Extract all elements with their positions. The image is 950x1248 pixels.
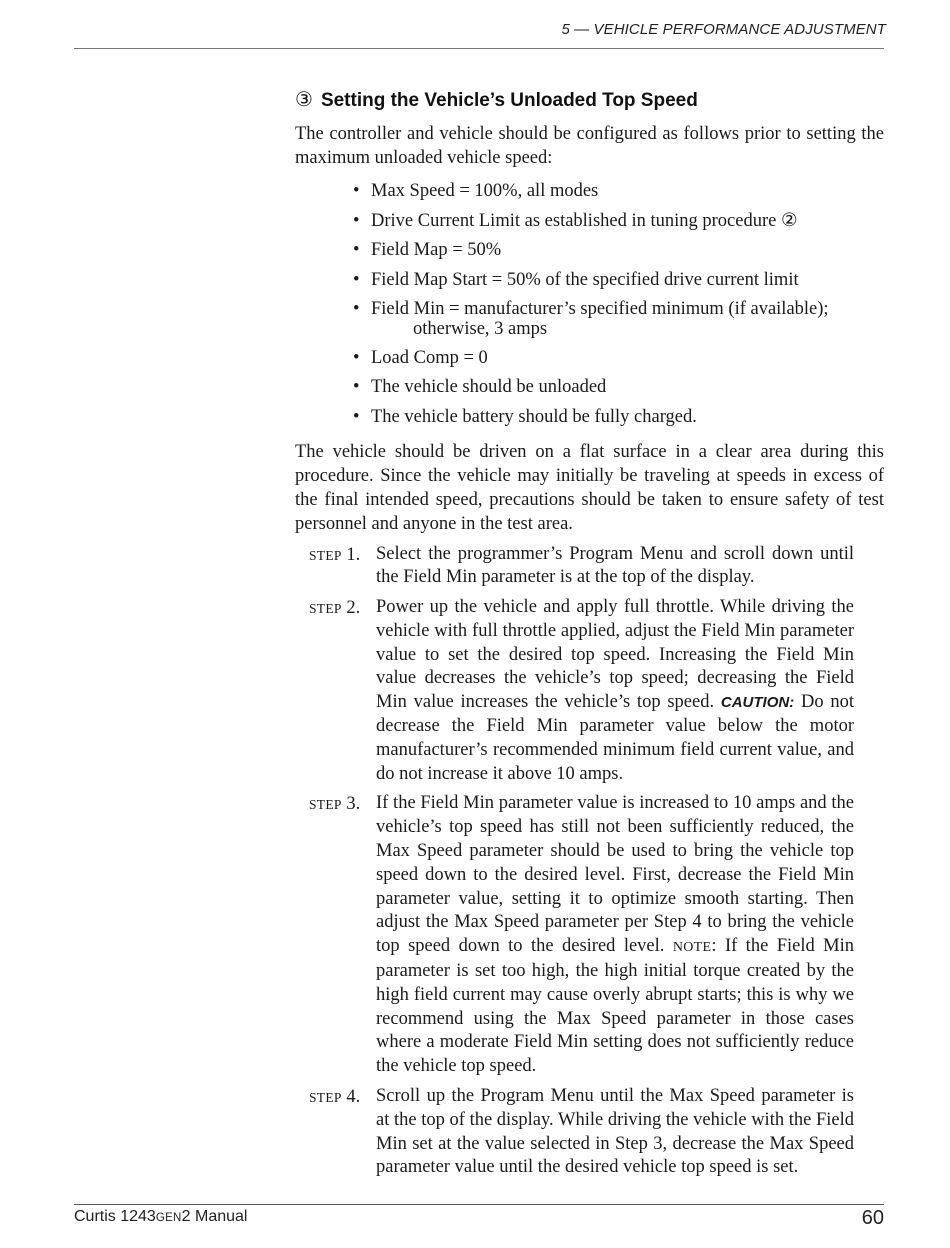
running-head: 5 — VEHICLE PERFORMANCE ADJUSTMENT bbox=[561, 21, 886, 38]
manual-title: Curtis 1243GEN2 Manual bbox=[74, 1208, 248, 1225]
list-item: • Drive Current Limit as established in tuning procedure ② bbox=[353, 210, 798, 231]
intro-paragraph: The controller and vehicle should be configured as follows prior to setting the maximum unloaded vehicle speed: bbox=[295, 124, 884, 168]
step-text: Select the programmer’s Program Menu and scroll down until the Field Min parameter is at the top of the display. bbox=[376, 543, 854, 588]
list-item: • Field Map Start = 50% of the specified drive current limit bbox=[353, 269, 799, 290]
body-paragraph: The vehicle should be driven on a flat surface in a clear area during this procedure. Since the vehicle may initially be traveling at speeds in excess of the final intended speed, precautions should be taken to ensure safety of test personnel and anyone in the test area. bbox=[295, 441, 884, 534]
page-content bbox=[295, 86, 884, 1186]
note-label: NOTE bbox=[672, 940, 712, 956]
step-1 bbox=[295, 543, 884, 591]
list-item: • Max Speed = 100%, all modes bbox=[353, 181, 599, 201]
list-item: • Field Map = 50% bbox=[353, 240, 502, 260]
caution-label: CAUTION: bbox=[720, 694, 795, 712]
bullet-icon: • bbox=[353, 181, 360, 201]
step-2 bbox=[295, 596, 884, 786]
step-text: Scroll up the Program Menu until the Max Speed parameter is at the top of the display. While driving the vehicle with the Field Min set at the value selected in Step 3, decrease the Max Speed parameter value until the desired vehicle top speed is set. bbox=[376, 1086, 854, 1178]
section-title bbox=[295, 86, 884, 114]
section-number-icon: ③ bbox=[295, 89, 313, 111]
step-label: STEP 1. bbox=[309, 544, 361, 565]
list-item: • Load Comp = 0 bbox=[353, 347, 488, 368]
bullet-icon: • bbox=[353, 269, 360, 290]
step-3 bbox=[295, 792, 884, 1079]
step-text: If the Field Min parameter value is increased to 10 amps and the vehicle’s top speed has still not been sufficiently reduced, the Max Speed parameter should be used to bring the vehicle top speed down to the desired level. First, decrease the Field Min parameter value, setting it to optimize smooth starting. Then adjust the Max Speed parameter per Step 4 to bring the vehicle top speed down to the desired level. NOTE: If the Field Min parameter is set too high, the high initial torque created by the high field current may cause overly abrupt starts; this is why we recommend using the Max Speed parameter in those cases where a moderate Field Min setting does not sufficiently reduce the vehicle top speed. bbox=[376, 793, 854, 1077]
list-item: • The vehicle battery should be fully charged. bbox=[353, 406, 697, 427]
step-label: STEP 4. bbox=[309, 1087, 361, 1108]
footer-rule bbox=[74, 1204, 884, 1205]
page-number: 60 bbox=[861, 1207, 884, 1229]
step-4 bbox=[295, 1085, 884, 1180]
bullet-icon: • bbox=[353, 406, 360, 427]
section-title-text: Setting the Vehicle’s Unloaded Top Speed bbox=[320, 90, 698, 111]
step-label: STEP 2. bbox=[309, 598, 361, 619]
header-rule bbox=[74, 48, 884, 49]
configuration-list bbox=[295, 180, 884, 428]
list-item-continuation: otherwise, 3 amps bbox=[413, 319, 548, 339]
bullet-icon: • bbox=[353, 299, 360, 319]
bullet-icon: • bbox=[353, 347, 360, 368]
list-item: • Field Min = manufacturer’s specified minimum (if available); otherwise, 3 amps bbox=[353, 298, 884, 339]
step-text: Power up the vehicle and apply full throttle. While driving the vehicle with full throttle applied, adjust the Field Min parameter value to set the desired top speed. Increasing the Field Min value decreases the vehicle’s top speed; decreasing the Field Min value increases the vehicle’s top speed. CAUTION: Do not decrease the Field Min parameter value below the motor manufacturer’s recommended minimum field current value, and do not increase it above 10 amps. bbox=[376, 597, 855, 784]
procedure-steps bbox=[295, 543, 884, 1181]
bullet-icon: • bbox=[353, 240, 360, 260]
step-label: STEP 3. bbox=[309, 794, 361, 815]
bullet-icon: • bbox=[353, 377, 360, 397]
bullet-icon: • bbox=[353, 210, 360, 231]
list-item: • The vehicle should be unloaded bbox=[353, 377, 607, 397]
